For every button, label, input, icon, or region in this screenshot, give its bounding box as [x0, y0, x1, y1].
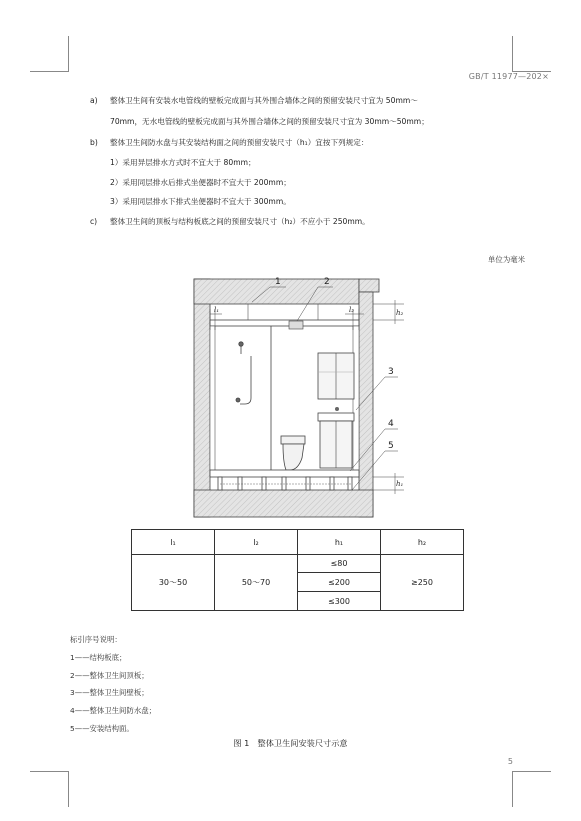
top-slab-right	[359, 279, 379, 292]
table-header-l1: l₁	[132, 530, 215, 555]
callout-3: 3	[388, 367, 394, 377]
table-cell-h1: ≤200	[298, 573, 381, 592]
dimension-table	[131, 529, 464, 611]
clause-b-label: b)	[90, 138, 98, 147]
standard-number: GB/T 11977—202×	[468, 72, 549, 81]
wall-panel-left	[210, 326, 215, 475]
waterproof-pan	[210, 470, 359, 477]
clause-a-line2: 70mm，无水电管线的壁板完成面与其外围合墙体之间的预留安装尺寸宜为 30mm～50mm；	[110, 117, 429, 126]
note-item: 2——整体卫生间顶板；	[70, 670, 149, 680]
clause-a-label: a)	[90, 96, 98, 105]
table-header-h2: h₂	[381, 530, 464, 555]
callout-2: 2	[324, 277, 330, 287]
dimension-lines	[210, 300, 404, 494]
page-number: 5	[507, 757, 513, 766]
callout-4: 4	[388, 419, 394, 429]
callout-5: 5	[388, 441, 394, 451]
wall-panel-right	[353, 326, 359, 475]
table-header-l2: l₂	[215, 530, 298, 555]
dim-label-h2: h₂	[396, 309, 404, 317]
shower-icon	[236, 342, 251, 404]
dim-label-l1: l₁	[214, 306, 220, 314]
clause-b-line1: 整体卫生间防水盘与其安装结构面之间的预留安装尺寸（h₁）宜按下列规定：	[110, 138, 369, 147]
ceiling-panel	[210, 320, 359, 326]
clause-c-line1: 整体卫生间的顶板与结构板底之间的预留安装尺寸（h₂）不应小于 250mm。	[110, 217, 370, 226]
lamp-icon	[289, 321, 303, 329]
bottom-slab	[194, 490, 373, 517]
table-header-h1: h₁	[298, 530, 381, 555]
figure-caption: 图 1 整体卫生间安装尺寸示意	[233, 738, 348, 748]
note-item: 3——整体卫生间壁板；	[70, 688, 149, 698]
table-cell-h1: ≤80	[298, 555, 381, 573]
dim-label-h1: h₁	[396, 480, 404, 488]
floor-supports	[218, 477, 352, 490]
dim-label-l2: l₂	[349, 306, 355, 314]
vanity-icon	[318, 407, 354, 468]
clause-b-item3: 3）采用同层排水下排式坐便器时不宜大于 300mm。	[110, 197, 291, 206]
notes-title: 标引序号说明：	[70, 635, 122, 644]
note-item: 5——安装结构面。	[70, 723, 134, 733]
toilet-icon	[281, 436, 305, 470]
table-cell-l2: 50～70	[215, 555, 298, 611]
unit-note: 单位为毫米	[488, 255, 525, 264]
table-cell-l1: 30～50	[132, 555, 215, 611]
mirror-cabinet-icon	[318, 353, 354, 399]
table-cell-h2: ≥250	[381, 555, 464, 611]
clause-b-item1: 1）采用异层排水方式时不宜大于 80mm；	[110, 158, 256, 167]
note-item: 4——整体卫生间防水盘；	[70, 706, 156, 716]
clause-b-item2: 2）采用同层排水后排式坐便器时不宜大于 200mm；	[110, 178, 291, 187]
key-notes	[70, 631, 156, 738]
left-wall	[194, 279, 210, 517]
note-item: 1——结构板底；	[70, 652, 127, 662]
clause-c-label: c)	[90, 217, 98, 226]
callout-1: 1	[275, 277, 281, 287]
clause-a-line1: 整体卫生间有安装水电管线的壁板完成面与其外围合墙体之间的预留安装尺寸宜为 50mm～	[110, 96, 418, 105]
table-cell-h1: ≤300	[298, 592, 381, 611]
